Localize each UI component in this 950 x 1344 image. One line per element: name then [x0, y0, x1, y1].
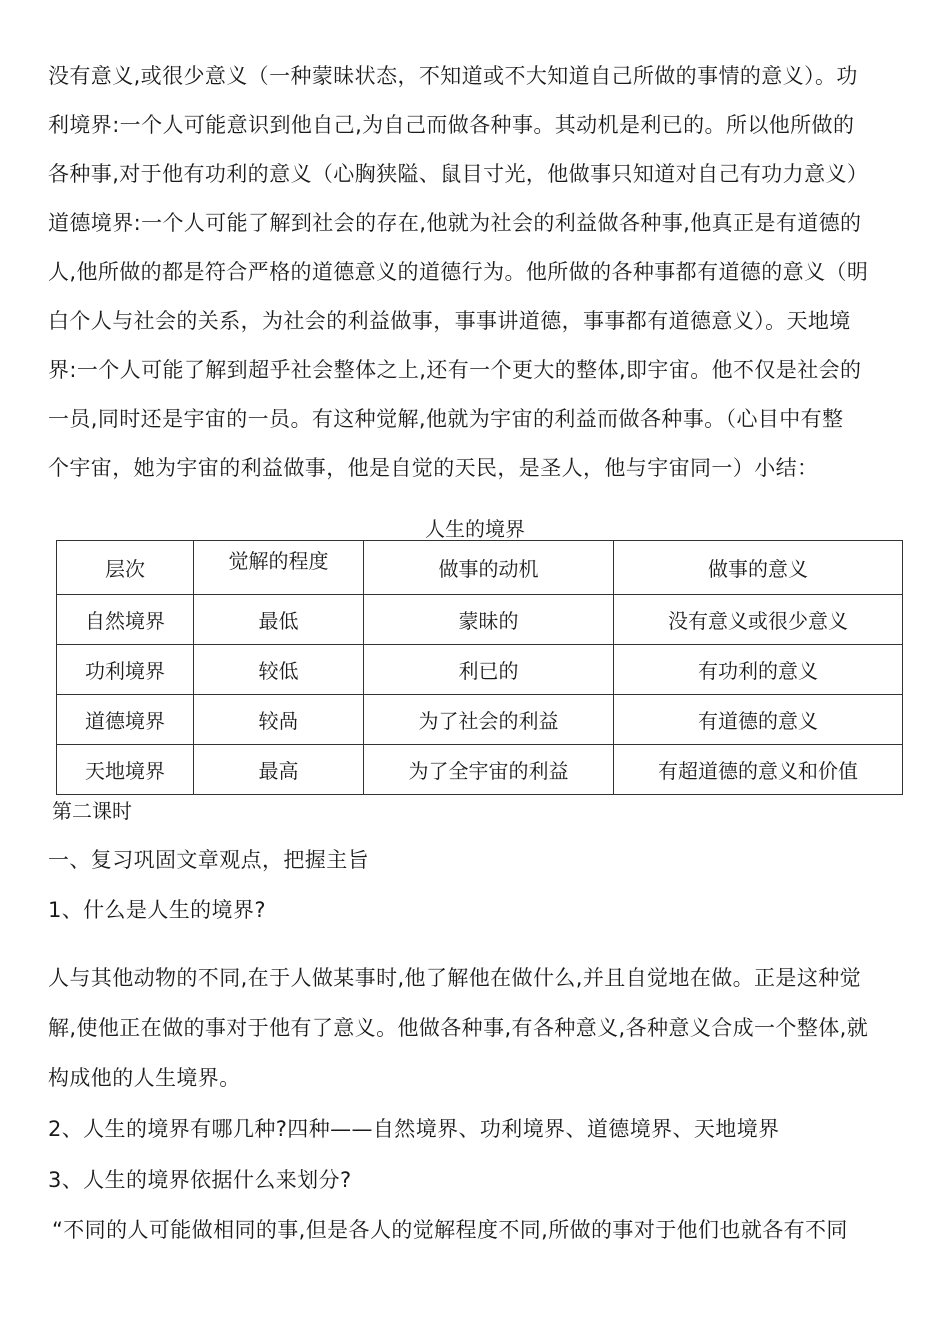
- realms-table: [56, 540, 903, 795]
- header-cell: 觉解的程度: [194, 541, 364, 595]
- table-row: [57, 745, 903, 795]
- table-cell: 道德境界: [57, 695, 194, 745]
- header-cell: 做事的意义: [614, 541, 903, 595]
- lesson-title: 第二课时: [52, 799, 132, 823]
- answer-1-line: 构成他的人生境界。: [48, 1066, 241, 1090]
- table-row: [57, 595, 903, 645]
- answer-3-line: “不同的人可能做相同的事,但是各人的觉解程度不同,所做的事对于他们也就各有不同: [52, 1218, 848, 1242]
- answer-1-line: 人与其他动物的不同,在于人做某事时,他了解他在做什么,并且自觉地在做。正是这种觉: [48, 966, 862, 990]
- table-cell: 天地境界: [57, 745, 194, 795]
- header-cell: 做事的动机: [364, 541, 614, 595]
- table-cell: 蒙昧的: [364, 595, 614, 645]
- paragraph-line: 白个人与社会的关系，为社会的利益做事，事事讲道德，事事都有道德意义）。天地境: [48, 309, 851, 333]
- table-row: [57, 645, 903, 695]
- table-cell: 利已的: [364, 645, 614, 695]
- question-3: 3、人生的境界依据什么来划分?: [48, 1168, 352, 1192]
- paragraph-line: 没有意义,或很少意义（一种蒙昧状态，不知道或不大知道自己所做的事情的意义）。功: [48, 64, 858, 88]
- table-cell: 功利境界: [57, 645, 194, 695]
- table-caption: 人生的境界: [425, 517, 525, 541]
- paragraph-line: 人,他所做的都是符合严格的道德意义的道德行为。他所做的各种事都有道德的意义（明: [48, 260, 869, 284]
- answer-1-line: 解,使他正在做的事对于他有了意义。他做各种事,有各种意义,各种意义合成一个整体,就: [48, 1016, 869, 1040]
- paragraph-line: 利境界:一个人可能意识到他自己,为自己而做各种事。其动机是利已的。所以他所做的: [48, 113, 855, 137]
- table-cell: 较低: [194, 645, 364, 695]
- section-heading: 一、复习巩固文章观点，把握主旨: [48, 848, 369, 872]
- paragraph-line: 道德境界:一个人可能了解到社会的存在,他就为社会的利益做各种事,他真正是有道德的: [48, 211, 862, 235]
- paragraph-line: 一员,同时还是宇宙的一员。有这种觉解,他就为宇宙的利益而做各种事。（心目中有整: [48, 407, 844, 431]
- table-cell: 最高: [194, 745, 364, 795]
- table-cell: 没有意义或很少意义: [614, 595, 903, 645]
- question-2: 2、人生的境界有哪几种?四种——自然境界、功利境界、道德境界、天地境界: [48, 1117, 780, 1141]
- paragraph-line: 界:一个人可能了解到超乎社会整体之上,还有一个更大的整体,即宇宙。他不仅是社会的: [48, 358, 862, 382]
- table-cell: 最低: [194, 595, 364, 645]
- paragraph-line: 各种事,对于他有功利的意义（心胸狭隘、鼠目寸光，他做事只知道对自己有功力意义）: [48, 162, 869, 186]
- table-header-row: [57, 541, 903, 595]
- table-cell: 自然境界: [57, 595, 194, 645]
- table-cell: 有功利的意义: [614, 645, 903, 695]
- paragraph-line: 个宇宙，她为宇宙的利益做事，他是自觉的天民，是圣人，他与宇宙同一）小结：: [48, 456, 819, 480]
- table-cell: 有超道德的意义和价值: [614, 745, 903, 795]
- table-cell: 为了全宇宙的利益: [364, 745, 614, 795]
- table-cell: 为了社会的利益: [364, 695, 614, 745]
- table-cell: 有道德的意义: [614, 695, 903, 745]
- table-row: [57, 695, 903, 745]
- table-cell: 较咼: [194, 695, 364, 745]
- question-1: 1、什么是人生的境界?: [48, 898, 266, 922]
- header-cell: 层次: [57, 541, 194, 595]
